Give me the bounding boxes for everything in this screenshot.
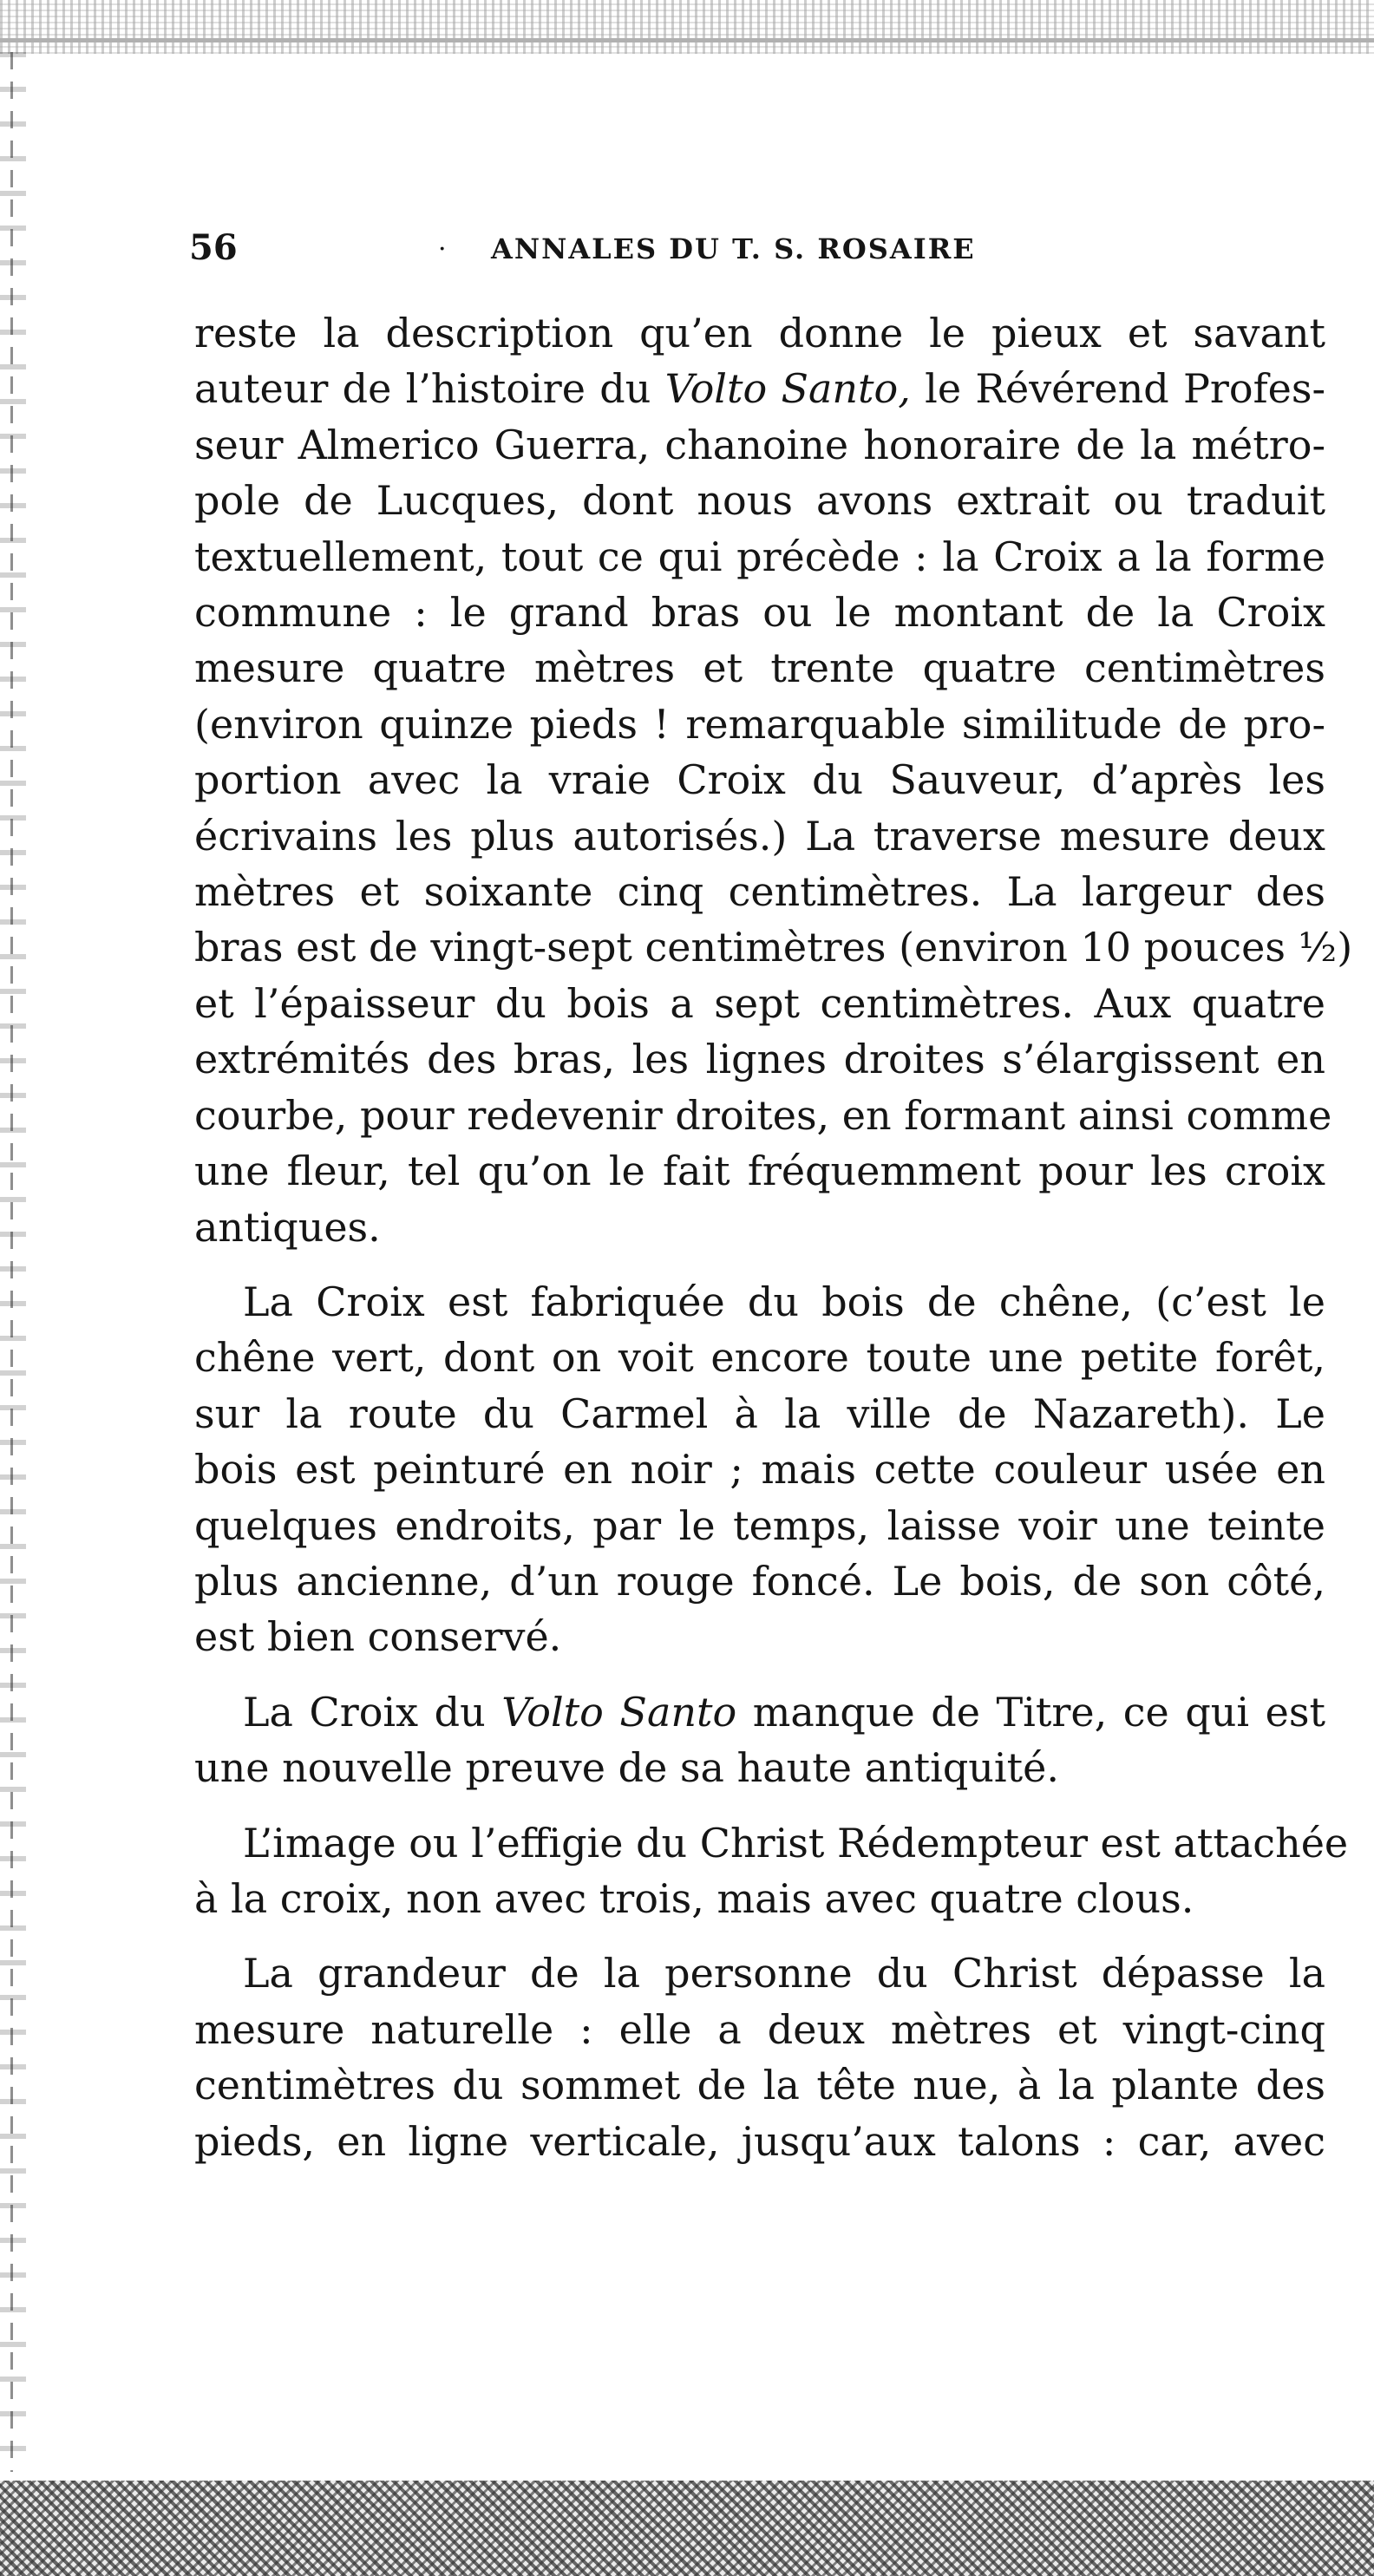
text-run: centimètres du sommet de la tête nue, à la plante des xyxy=(194,2062,1325,2109)
text-line xyxy=(194,2002,1325,2057)
text-run: portion avec la vraie Croix du Sauveur, d’après les xyxy=(194,756,1325,804)
text-line xyxy=(194,1740,1325,1795)
text-line xyxy=(194,1871,1325,1926)
text-line xyxy=(194,1088,1332,1143)
text-run: La grandeur de la personne du Christ dépasse la xyxy=(243,1950,1325,1997)
text-run: La Croix du xyxy=(243,1688,502,1736)
text-line xyxy=(194,1200,1325,1255)
text-run: auteur de l’histoire du xyxy=(194,365,665,413)
paragraph xyxy=(194,1815,1349,1927)
text-line xyxy=(194,529,1325,585)
text-line xyxy=(194,808,1325,864)
italic-text: Volto Santo, xyxy=(664,365,911,413)
text-line xyxy=(194,1553,1325,1609)
text-line xyxy=(194,1442,1325,1497)
text-line xyxy=(194,2114,1325,2169)
text-run: et l’épaisseur du bois a sept centimètres. Aux quatre xyxy=(194,979,1325,1027)
text-run: une nouvelle preuve de sa haute antiquité. xyxy=(194,1744,1059,1792)
body-text xyxy=(194,305,1353,2169)
text-run: bois est peinturé en noir ; mais cette couleur usée en xyxy=(194,1446,1325,1494)
text-run: quelques endroits, par le temps, laisse voir une teinte xyxy=(194,1501,1325,1549)
text-line xyxy=(194,696,1325,752)
running-title: ANNALES DU T. S. ROSAIRE xyxy=(491,232,976,265)
text-line xyxy=(194,2057,1325,2113)
scan-noise-top xyxy=(0,0,1374,54)
scan-edge-line xyxy=(10,52,13,2472)
text-run: textuellement, tout ce qui précède : la Croix a la forme xyxy=(194,533,1325,580)
text-run: chêne vert, dont on voit encore toute une petite forêt, xyxy=(194,1334,1325,1382)
text-line xyxy=(194,1815,1349,1871)
text-line xyxy=(194,752,1325,807)
text-line xyxy=(194,305,1325,361)
text-run: plus ancienne, d’un rouge foncé. Le bois, de son côté, xyxy=(194,1557,1325,1605)
text-line xyxy=(194,1684,1325,1740)
text-line xyxy=(194,640,1325,696)
text-run: extrémités des bras, les lignes droites s’élargissent en xyxy=(194,1036,1325,1083)
page-number: 56 xyxy=(189,227,238,268)
text-line xyxy=(194,919,1353,975)
text-run: L’image ou l’effigie du Christ Rédempteur est attachée xyxy=(243,1819,1349,1867)
text-run: mètres et soixante cinq centimètres. La largeur des xyxy=(194,868,1325,916)
text-run: manque de Titre, ce qui est xyxy=(736,1688,1325,1736)
text-run: écrivains les plus autorisés.) La traverse mesure deux xyxy=(194,812,1325,860)
text-run: bras est de vingt-sept centimètres (environ 10 pouces ½) xyxy=(194,924,1353,971)
paragraph xyxy=(194,1274,1325,1665)
text-line xyxy=(194,585,1325,640)
scan-edge-left xyxy=(0,52,26,2481)
text-run: antiques. xyxy=(194,1203,381,1251)
text-run: sur la route du Carmel à la ville de Nazareth). Le xyxy=(194,1389,1325,1437)
text-run: le Révérend Profes- xyxy=(910,365,1325,413)
text-run: (environ quinze pieds ! remarquable similitude de pro- xyxy=(194,700,1325,748)
text-run: pole de Lucques, dont nous avons extrait ou traduit xyxy=(194,477,1325,525)
text-line xyxy=(194,1609,1325,1664)
text-run: commune : le grand bras ou le montant de la Croix xyxy=(194,589,1325,637)
paragraph xyxy=(194,1945,1325,2169)
header-separator: · xyxy=(438,234,447,265)
text-line xyxy=(194,361,1325,416)
text-run: La Croix est fabriquée du bois de chêne, (c’est le xyxy=(243,1278,1325,1325)
text-line xyxy=(194,1498,1325,1553)
text-line xyxy=(194,1274,1325,1330)
paragraph xyxy=(194,305,1353,1255)
text-run: est bien conservé. xyxy=(194,1613,562,1661)
text-run: une fleur, tel qu’on le fait fréquemment pour les croix xyxy=(194,1147,1325,1195)
text-run: mesure quatre mètres et trente quatre centimètres xyxy=(194,644,1325,692)
text-line xyxy=(194,1945,1325,2001)
text-run: à la croix, non avec trois, mais avec quatre clous. xyxy=(194,1874,1194,1922)
italic-text: Volto Santo xyxy=(501,1688,737,1736)
text-run: pieds, en ligne verticale, jusqu’aux talons : car, avec xyxy=(194,2117,1325,2165)
text-line xyxy=(194,1386,1325,1442)
text-line xyxy=(194,864,1325,919)
text-line xyxy=(194,417,1325,473)
paragraph xyxy=(194,1684,1325,1796)
text-line xyxy=(194,1143,1325,1199)
text-line xyxy=(194,976,1325,1031)
text-run: mesure naturelle : elle a deux mètres et vingt-cinq xyxy=(194,2005,1325,2053)
text-line xyxy=(194,1031,1325,1087)
text-line xyxy=(194,1330,1325,1385)
text-run: courbe, pour redevenir droites, en formant ainsi comme xyxy=(194,1091,1332,1139)
text-run: reste la description qu’en donne le pieux et savant xyxy=(194,310,1325,356)
text-run: seur Almerico Guerra, chanoine honoraire de la métro- xyxy=(194,421,1325,468)
text-line xyxy=(194,473,1325,528)
scan-noise-bottom xyxy=(0,2481,1374,2576)
